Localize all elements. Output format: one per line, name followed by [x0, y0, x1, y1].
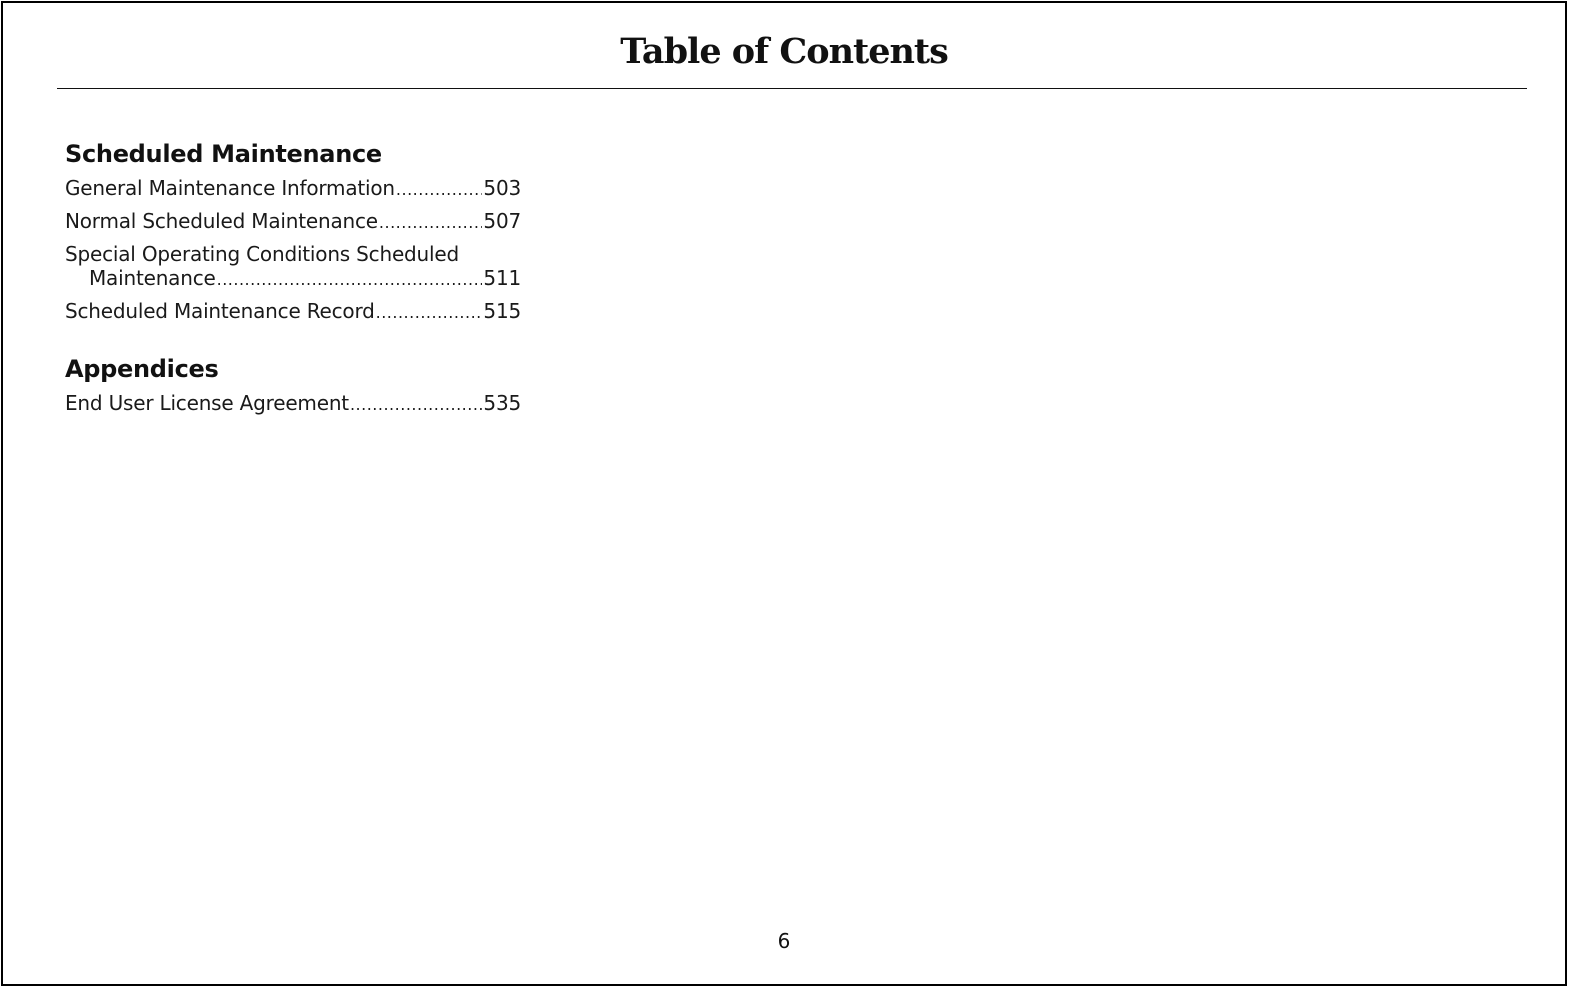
- toc-entry-page: 503: [483, 176, 521, 200]
- dot-leader: [376, 300, 483, 325]
- page-number: 6: [777, 929, 791, 953]
- toc-section-appendices: [65, 354, 521, 417]
- page-title: Table of Contents: [620, 31, 948, 72]
- toc-entry-label: General Maintenance Information: [65, 176, 395, 200]
- toc-entry-label: Scheduled Maintenance Record: [65, 299, 375, 323]
- toc-entry-label: Normal Scheduled Maintenance: [65, 209, 378, 233]
- toc-entry-continuation: [89, 266, 521, 292]
- section-heading: Appendices: [65, 355, 219, 383]
- dot-leader: [217, 267, 483, 292]
- toc-section-scheduled-maintenance: [65, 139, 521, 325]
- toc-entry-special-operating-conditions[interactable]: [65, 242, 521, 292]
- toc-entry-label: End User License Agreement: [65, 391, 349, 415]
- toc-entry-general-maintenance-information[interactable]: [65, 176, 521, 202]
- title-divider: [57, 88, 1527, 89]
- toc-entry-end-user-license-agreement[interactable]: [65, 391, 521, 417]
- dot-leader: [396, 177, 483, 202]
- toc-entry-page: 507: [483, 209, 521, 233]
- toc-entry-page: 511: [483, 266, 521, 290]
- toc-entry-page: 515: [483, 299, 521, 323]
- toc-entry-normal-scheduled-maintenance[interactable]: [65, 209, 521, 235]
- toc-entry-scheduled-maintenance-record[interactable]: [65, 299, 521, 325]
- toc-entry-label: Special Operating Conditions Scheduled: [65, 242, 459, 266]
- toc-entry-label-continued: Maintenance: [89, 266, 216, 290]
- dot-leader: [379, 210, 483, 235]
- toc-column: [65, 139, 521, 446]
- toc-entry-page: 535: [483, 391, 521, 415]
- dot-leader: [350, 392, 482, 417]
- document-page: [1, 1, 1567, 986]
- section-heading: Scheduled Maintenance: [65, 140, 382, 168]
